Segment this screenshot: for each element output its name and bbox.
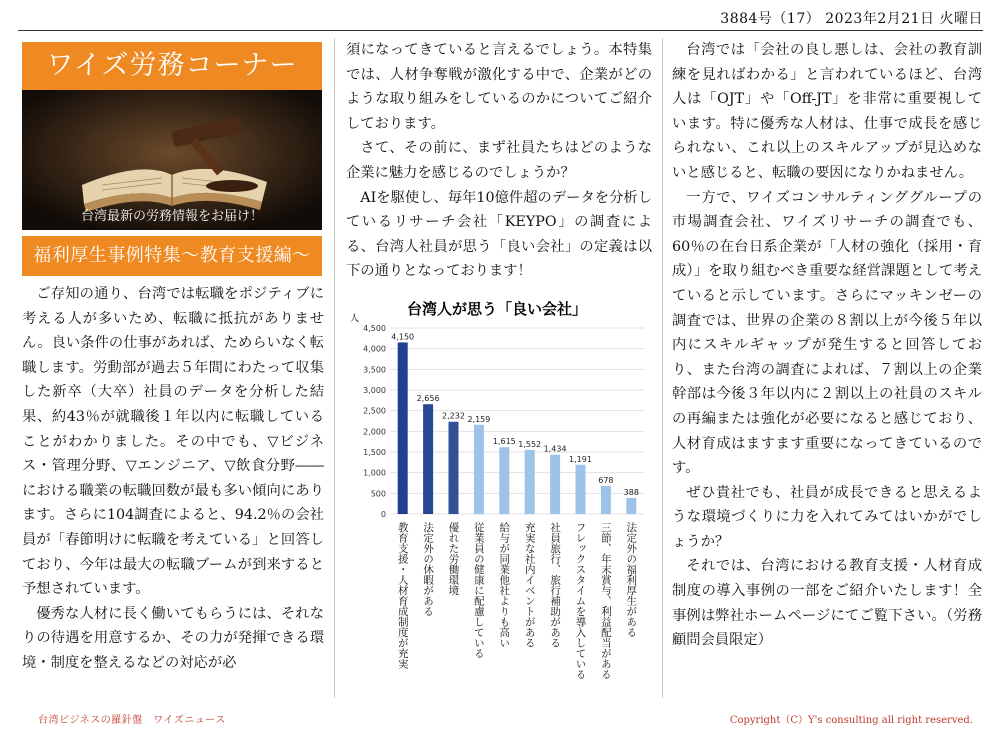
category-label: 社員旅行、旅行補助がある — [549, 522, 562, 648]
bar-value-label: 2,656 — [416, 394, 440, 404]
bar — [474, 425, 484, 514]
y-tick-label: 4,000 — [363, 344, 386, 354]
bar-value-label: 2,232 — [442, 411, 465, 421]
paragraph: 優秀な人材に長く働いてもらうには、それなりの待遇を用意するか、その力が発揮できる環境・制度を整えるなどの対応が必 — [22, 605, 324, 671]
y-tick-label: 2,000 — [363, 427, 386, 437]
category-label: 法定外の福利厚生がある — [625, 522, 638, 638]
bar — [601, 486, 611, 514]
paragraph: 須になってきていると言えるでしょう。本特集では、人材争奪戦が激化する中で、企業がどのような取り組みをしているのかについてご紹介しております。 — [346, 42, 652, 132]
article-column-2 — [346, 38, 652, 284]
bar-chart-svg — [344, 292, 650, 692]
paragraph: AIを駆使し、毎年10億件超のデータを分析しているリサーチ会社「KEYPO」の調査による、台湾人社員が思う「良い会社」の定義は以下の通りとなっております！ — [346, 189, 652, 280]
y-tick-label: 3,500 — [363, 365, 386, 375]
category-label: 充実な社内イベントがある — [523, 522, 536, 648]
category-label: 教育支援・人材育成制度が充実 — [396, 522, 409, 669]
bar — [550, 455, 560, 514]
y-tick-label: 1,500 — [363, 448, 386, 457]
y-tick-label: 2,500 — [363, 406, 386, 416]
y-axis-unit: 人 — [350, 314, 360, 324]
article-column-1 — [22, 282, 324, 676]
category-label: 給与が同業他社よりも高い — [498, 522, 511, 648]
bar-value-label: 1,615 — [492, 437, 516, 447]
bar — [626, 498, 636, 514]
paragraph: さて、その前に、まず社員たちはどのような企業に魅力を感じるのでしょうか？ — [346, 140, 652, 181]
feature-subtitle-banner: 福利厚生事例特集～教育支援編～ — [22, 236, 322, 276]
bar — [499, 447, 509, 514]
paragraph: 一方で、ワイズコンサルティンググループの市場調査会社、ワイズリサーチの調査でも、60％の在台日系企業が「人材の強化（採用・育成）」を取り組むべき重要な経営課題として考えていると示しています。さらにマッキンゼーの調査では、世界の企業の８割以上が今後５年以内にスキルギャップが発生すると回答しており、また台湾の調査によれば、７割以上の企業幹部は今後３年以内に２割以上の社員のスキルの再編または強化が必要になると感じており、人材育成はますます重要になってきているのです。 — [672, 189, 982, 477]
chart-title: 台湾人が思う「良い会社」 — [406, 300, 588, 318]
book-gavel-photo — [22, 90, 322, 230]
bar — [398, 342, 408, 514]
bar-value-label: 1,434 — [543, 444, 567, 454]
category-label: 法定外の休暇がある — [422, 522, 435, 617]
column-divider — [334, 38, 335, 698]
corner-title-banner: ワイズ労務コーナー — [22, 42, 322, 90]
y-tick-label: 4,500 — [363, 324, 386, 333]
paragraph: ぜひ貴社でも、社員が成長できると思えるような環境づくりに力を入れてみてはいかがでしょうか？ — [672, 484, 982, 550]
y-tick-label: 3,000 — [363, 386, 386, 395]
bar — [449, 422, 459, 514]
paragraph: それでは、台湾における教育支援・人材育成制度の導入事例の一部をご紹介いたします！全事例は弊社ホームページにてご覧下さい。（労務顧問会員限定） — [672, 558, 982, 649]
category-label: フレックスタイムを導入している — [574, 522, 587, 680]
column-divider — [662, 38, 663, 698]
y-tick-label: 500 — [370, 489, 386, 499]
category-label: 従業員の健康に配慮している — [472, 522, 485, 659]
paragraph: ご存知の通り、台湾では転職をポジティブに考える人が多いため、転職に抵抗がありません。良い条件の仕事があれば、ためらいなく転職します。労動部が過去５年間にわたって収集した新卒（大卒）社員のデータを分析した結果、約43％が就職後１年以内に転職していることがわかりました。その中でも、▽ビジネス・管理分野、▽エンジニア、▽飲食分野――における職業の転職回数が最も多い傾向にあります。さらに104調査によると、94.2％の会社員が「春節明けに転職を考えている」と回答しており、今年は最大の転職ブームが到来すると予想されています。 — [22, 286, 324, 598]
y-tick-label: 0 — [380, 510, 386, 519]
y-tick-label: 1,000 — [363, 468, 386, 478]
bar-value-label: 678 — [598, 475, 614, 485]
bar-value-label: 2,159 — [467, 414, 491, 424]
bar-value-label: 388 — [623, 487, 639, 497]
good-company-chart — [344, 292, 650, 692]
paragraph: 台湾では「会社の良し悪しは、会社の教育訓練を見ればわかる」と言われているほど、台湾人は「OJT」や「Off-JT」を非常に重要視しています。特に優秀な人材は、仕事で成長を感じられない、これ以上のスキルアップが見込めないと感じると、転職の要因になりかねません。 — [672, 42, 982, 181]
article-column-3 — [672, 38, 982, 653]
bar-value-label: 4,150 — [391, 332, 415, 342]
bar-value-label: 1,191 — [569, 454, 592, 464]
photo-caption: 台湾最新の労務情報をお届け！ — [80, 209, 263, 224]
bar — [525, 450, 535, 514]
category-label: 三節、年末賞与、利益配当がある — [599, 522, 612, 680]
bar-value-label: 1,552 — [518, 439, 542, 449]
footer-copyright: Copyright（C）Y's consulting all right reserved. — [729, 715, 973, 726]
bar — [423, 404, 433, 514]
issue-date: 3884号（17） 2023年2月21日 火曜日 — [720, 11, 983, 27]
header-rule — [18, 30, 983, 31]
bar — [576, 465, 586, 514]
footer-publication: 台湾ビジネスの羅針盤 ワイズニュース — [38, 715, 226, 726]
category-label: 優れた労働環境 — [447, 522, 460, 596]
